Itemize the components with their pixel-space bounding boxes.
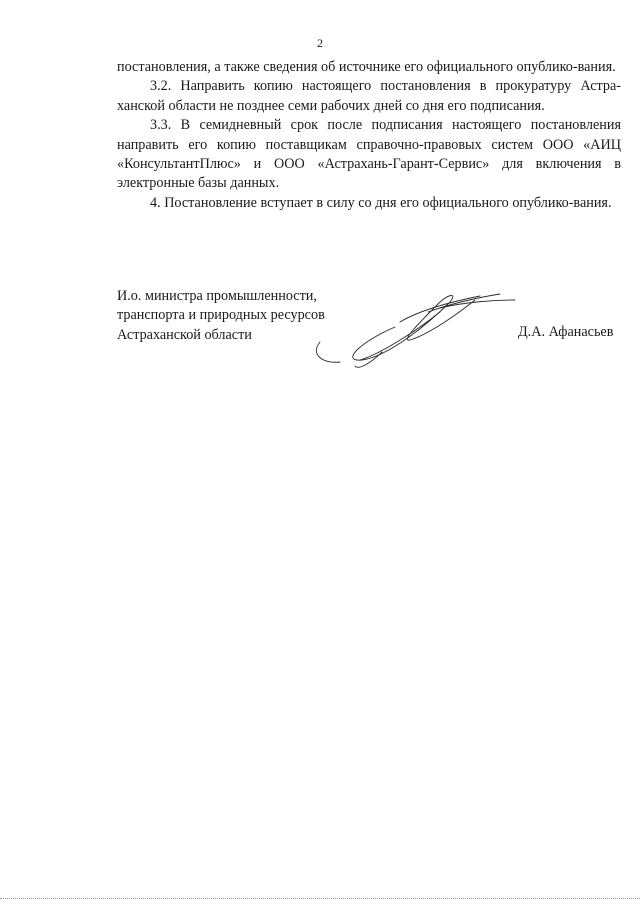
paragraph-3-3: 3.3. В семидневный срок после подписания настоящего постановления направить его копию поставщикам справочно-правовых систем ООО «АИЦ «КонсультантПлюс» и ООО «Астрахань-Гарант-Сервис» для включения в электронные базы данных. [117, 117, 621, 192]
paragraph-3-2: 3.2. Направить копию настоящего постановления в прокуратуру Астра-ханской области не позднее семи рабочих дней со дня его подписания. [117, 78, 621, 114]
footer-divider [0, 898, 640, 900]
handwritten-signature [300, 282, 525, 372]
signer-name: Д.А. Афанасьев [518, 324, 614, 340]
position-line: И.о. министра промышленности, [117, 288, 317, 304]
position-line: Астраханской области [117, 326, 252, 343]
signatory-position [117, 287, 325, 345]
paragraph-4: 4. Постановление вступает в силу со дня его официального опублико-вания. [150, 194, 612, 211]
position-line: транспорта и природных ресурсов [117, 307, 325, 324]
body-text [117, 58, 621, 213]
paragraph-continuation: постановления, а также сведения об источнике его официального опублико-вания. [117, 59, 616, 75]
page-number: 2 [317, 36, 323, 50]
